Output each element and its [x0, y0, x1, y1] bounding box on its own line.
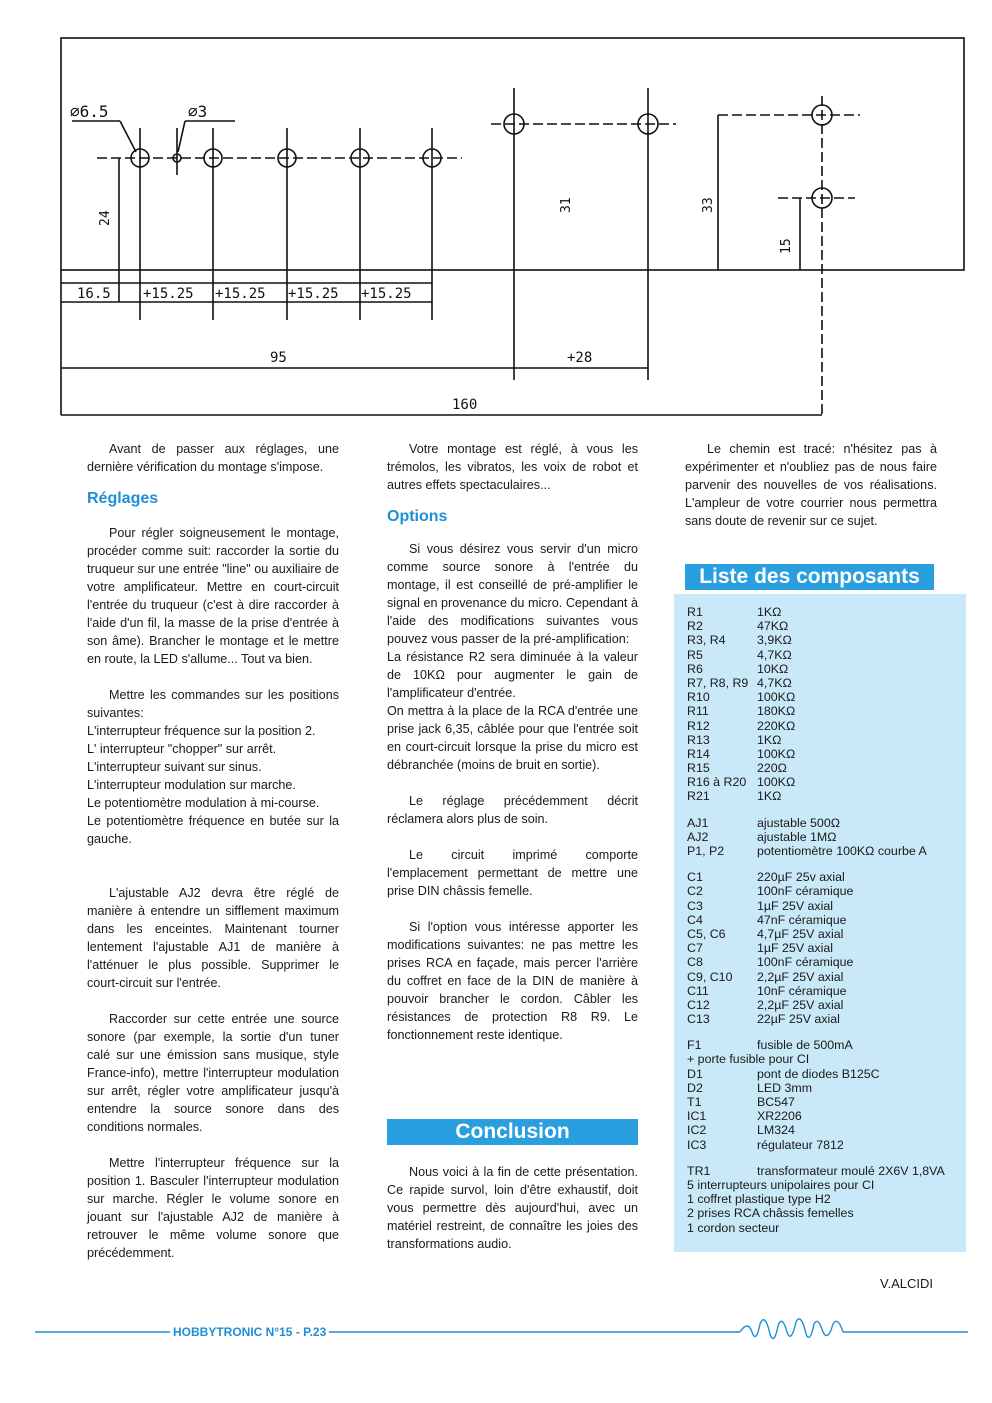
- diam-label-2: ∅3: [188, 102, 208, 121]
- component-row: [687, 1095, 965, 1109]
- component-ref: R10: [687, 690, 710, 705]
- component-row: [687, 830, 965, 844]
- component-ref: P1, P2: [687, 844, 725, 858]
- component-ref: AJ1: [687, 815, 709, 830]
- drilling-drawing: [0, 0, 992, 430]
- component-row: [687, 662, 965, 676]
- component-row: [687, 955, 965, 969]
- component-row: [687, 633, 965, 647]
- dim-step-2: +15.25: [215, 286, 266, 302]
- fuse-holder-line: + porte fusible pour CI: [687, 1052, 810, 1067]
- component-value: 220µF 25v axial: [757, 870, 845, 885]
- component-ref: R11: [687, 704, 709, 719]
- reglages-p2-line: L'interrupteur suivant sur sinus.: [87, 760, 262, 774]
- component-ref: R21: [687, 789, 710, 804]
- component-row: [687, 1109, 965, 1123]
- component-row: [687, 927, 965, 941]
- component-ref: R3, R4: [687, 633, 726, 648]
- column-3: [685, 440, 937, 530]
- component-ref: C5, C6: [687, 926, 726, 941]
- component-ref: D1: [687, 1066, 703, 1081]
- page-footer: [0, 1310, 992, 1350]
- options-p1b: La résistance R2 sera diminuée à la valeur de 10KΩ pour augmenter le gain de l'amplificateur d'entrée.: [387, 650, 638, 700]
- intro-text: Avant de passer aux réglages, une dernière vérification du montage s'impose.: [87, 442, 339, 474]
- component-ref: C9, C10: [687, 969, 733, 984]
- component-ref: R6: [687, 661, 703, 676]
- component-row: [687, 984, 965, 998]
- component-list-banner: Liste des composants: [685, 564, 934, 590]
- dim-31: 31: [559, 197, 574, 213]
- dim-16-5: 16.5: [77, 286, 111, 302]
- component-row: [687, 704, 965, 718]
- reglages-p2-line: L'interrupteur fréquence sur la position 2.: [87, 724, 316, 738]
- component-value: ajustable 1MΩ: [757, 829, 837, 844]
- component-row: [687, 899, 965, 913]
- component-value: LM324: [757, 1123, 795, 1138]
- component-ref: R1: [687, 605, 703, 619]
- component-value: 1KΩ: [757, 605, 782, 619]
- dim-step-3: +15.25: [288, 286, 339, 302]
- reglages-p1: Pour régler soigneusement le montage, procéder comme suit: raccorder la sortie du truqueur sur une entrée "line" ou auxiliaire de votre amplificateur. Mettre en court-circuit l'entrée du truqueur (c'est à dire raccorder à l'aide d'un fil, la masse de la prise d'entrée à son âme). Brancher le montage et le mettre en route, la LED s'allume... Tout va bien.: [87, 526, 339, 666]
- component-row: [687, 1038, 965, 1052]
- component-ref: R7, R8, R9: [687, 675, 749, 690]
- component-value: 220KΩ: [757, 718, 796, 733]
- reglages-p2-line: Le potentiomètre fréquence en butée sur la gauche.: [87, 814, 339, 846]
- component-value: 1KΩ: [757, 789, 782, 804]
- component-row: [687, 747, 965, 761]
- component-ref: C7: [687, 941, 703, 956]
- conclusion-text: Nous voici à la fin de cette présentation. Ce rapide survol, loin d'être exhaustif, doit vous permettre dès aujourd'hui, avec un matériel restreint, de connaître les joies des transformations audio.: [387, 1165, 638, 1251]
- component-row: [687, 970, 965, 984]
- component-value: 47nF céramique: [757, 912, 847, 927]
- component-value: 2,2µF 25V axial: [757, 997, 844, 1012]
- component-row: [687, 719, 965, 733]
- component-ref: C11: [687, 983, 709, 998]
- dim-28: +28: [567, 350, 593, 366]
- reglages-p3: L'ajustable AJ2 devra être réglé de manière à entendre un sifflement maximum dans les enceintes. Maintenant tourner lentement l'ajustable AJ1 de manière à l'atténuer le plus possible. Supprimer le court-circuit sur l'entrée.: [87, 886, 339, 990]
- dim-24: 24: [98, 210, 113, 226]
- heading-reglages: Réglages: [87, 490, 159, 507]
- dim-95: 95: [270, 350, 287, 366]
- diam-label-1: ∅6.5: [70, 102, 109, 121]
- column-2: [387, 440, 638, 1044]
- component-value: potentiomètre 100KΩ courbe A: [757, 844, 927, 858]
- component-row: [687, 870, 965, 884]
- component-value: 220Ω: [757, 761, 787, 776]
- component-row: [687, 998, 965, 1012]
- component-row: [687, 761, 965, 775]
- component-row: [687, 1081, 965, 1095]
- component-value: 100KΩ: [757, 775, 796, 790]
- reglages-p2-line: Le potentiomètre modulation à mi-course.: [87, 796, 320, 810]
- component-row: [687, 648, 965, 662]
- component-value: 22µF 25V axial: [757, 1012, 840, 1027]
- component-ref: C2: [687, 884, 703, 899]
- component-ref: IC1: [687, 1109, 707, 1124]
- component-ref: AJ2: [687, 829, 709, 844]
- component-list: [687, 605, 965, 1235]
- options-p2: Le réglage précédemment décrit réclamera alors plus de soin.: [387, 794, 638, 826]
- component-ref: C4: [687, 912, 703, 927]
- component-ref: R14: [687, 746, 710, 761]
- component-ref: C13: [687, 1012, 710, 1027]
- author-name: V.ALCIDI: [880, 1276, 933, 1291]
- reglages-p4: Raccorder sur cette entrée une source sonore (par exemple, la sortie d'un tuner calé sur une émission sans musique, style France-info), mettre l'interrupteur modulation sur arrêt, régler votre amplificateur jusqu'à entendre la source sonore dans des conditions normales.: [87, 1012, 339, 1134]
- component-value: régulateur 7812: [757, 1137, 844, 1152]
- dim-160: 160: [452, 397, 478, 413]
- component-value: LED 3mm: [757, 1080, 813, 1095]
- component-ref: C12: [687, 997, 710, 1012]
- component-row: [687, 676, 965, 690]
- component-value: 100nF céramique: [757, 955, 854, 970]
- component-value: pont de diodes B125C: [757, 1066, 880, 1081]
- conclusion-banner: Conclusion: [387, 1119, 638, 1145]
- component-row: [687, 1123, 965, 1137]
- options-p4: Si l'option vous intéresse apporter les modifications suivantes: ne pas mettre les prises RCA en façade, mais percer l'arrière du coffret en face de la DIN de manière à pouvoir brancher le cordon. Câbler les résistances de protection R8 R9. Le fonctionnement reste identique.: [387, 920, 638, 1042]
- component-value: 180KΩ: [757, 704, 796, 719]
- options-p1: Si vous désirez vous servir d'un micro comme source sonore à l'entrée du montage, il est conseillé de pré-amplifier le signal en provenance du micro. Cependant à l'aide des modifications suivantes vous pouvez vous passer de la pré-amplification:: [387, 542, 638, 646]
- component-ref: R2: [687, 619, 703, 634]
- column-1: [87, 440, 339, 1262]
- component-ref: R16 à R20: [687, 775, 747, 790]
- component-value: 2,2µF 25V axial: [757, 969, 844, 984]
- component-ref: IC2: [687, 1123, 707, 1138]
- reglages-p2-line: Mettre les commandes sur les positions suivantes:: [87, 688, 339, 720]
- component-value: 100nF céramique: [757, 884, 854, 899]
- component-row: [687, 1138, 965, 1152]
- component-value: 47KΩ: [757, 619, 789, 634]
- component-row: [687, 1164, 965, 1178]
- component-value: 4,7µF 25V axial: [757, 926, 844, 941]
- component-value: XR2206: [757, 1109, 802, 1124]
- component-ref: IC3: [687, 1137, 707, 1152]
- component-ref: R15: [687, 761, 710, 776]
- component-value: 1µF 25V axial: [757, 898, 834, 913]
- col2-intro: Votre montage est réglé, à vous les trémolos, les vibratos, les voix de robot et autres effets spectaculaires...: [387, 442, 638, 492]
- component-row: [687, 1067, 965, 1081]
- reglages-p5: Mettre l'interrupteur fréquence sur la position 1. Basculer l'interrupteur modulation sur marche. Régler le volume sonore en jouant sur l'ajustable AJ2 de manière à retrouver le même volume sonore que précédemment.: [87, 1156, 339, 1260]
- component-value: 4,7KΩ: [757, 647, 792, 662]
- component-ref: R13: [687, 732, 710, 747]
- component-ref: F1: [687, 1038, 702, 1053]
- component-row: [687, 619, 965, 633]
- component-value: 4,7KΩ: [757, 675, 792, 690]
- options-p3: Le circuit imprimé comporte l'emplacement permettant de mettre une prise DIN châssis femelle.: [387, 848, 638, 898]
- component-ref: R12: [687, 718, 710, 733]
- component-value: 10KΩ: [757, 661, 789, 676]
- component-value: fusible de 500mA: [757, 1038, 853, 1053]
- component-row: [687, 789, 965, 803]
- component-ref: T1: [687, 1095, 702, 1110]
- component-row: [687, 913, 965, 927]
- misc-line: 2 prises RCA châssis femelles: [687, 1206, 854, 1221]
- component-value: BC547: [757, 1095, 795, 1110]
- component-row: [687, 775, 965, 789]
- reglages-p2-line: L'interrupteur modulation sur marche.: [87, 778, 296, 792]
- misc-line: 5 interrupteurs unipolaires pour CI: [687, 1177, 875, 1192]
- component-row: [687, 844, 965, 858]
- component-row: [687, 690, 965, 704]
- component-value: 100KΩ: [757, 690, 796, 705]
- component-value: 10nF céramique: [757, 983, 847, 998]
- dim-33: 33: [701, 197, 716, 213]
- component-row: [687, 941, 965, 955]
- heading-options: Options: [387, 508, 448, 525]
- dim-15: 15: [779, 238, 794, 254]
- component-ref: TR1: [687, 1163, 711, 1178]
- component-value: 100KΩ: [757, 746, 796, 761]
- component-value: transformateur moulé 2X6V 1,8VA: [757, 1163, 945, 1178]
- component-value: ajustable 500Ω: [757, 815, 840, 830]
- misc-line: 1 cordon secteur: [687, 1220, 780, 1235]
- component-ref: C3: [687, 898, 703, 913]
- component-row: [687, 605, 965, 619]
- component-row: [687, 816, 965, 830]
- component-row: [687, 1012, 965, 1026]
- component-row: [687, 884, 965, 898]
- footer-wave: [0, 1310, 992, 1350]
- col3-p1: Le chemin est tracé: n'hésitez pas à expérimenter et n'oubliez pas de nous faire parvenir des nouvelles de vos réalisations. L'ampleur de votre courrier nous permettra sans doute de revenir sur ce sujet.: [685, 442, 937, 528]
- component-value: 1µF 25V axial: [757, 941, 834, 956]
- component-row: [687, 733, 965, 747]
- component-ref: R5: [687, 647, 703, 662]
- conclusion-text-block: [387, 1163, 638, 1253]
- component-value: 1KΩ: [757, 732, 782, 747]
- dim-step-4: +15.25: [361, 286, 412, 302]
- options-p1c: On mettra à la place de la RCA d'entrée une prise jack 6,35, câblée pour que l'entrée soit en court-circuit lorsque la prise du micro est débranchée (moins de bruit en sortie).: [387, 704, 638, 772]
- component-ref: D2: [687, 1080, 703, 1095]
- reglages-p2-line: L' interrupteur "chopper" sur arrêt.: [87, 742, 277, 756]
- dim-step-1: +15.25: [143, 286, 194, 302]
- component-value: 3,9KΩ: [757, 633, 792, 648]
- component-ref: C1: [687, 870, 703, 885]
- component-ref: C8: [687, 955, 703, 970]
- misc-line: 1 coffret plastique type H2: [687, 1192, 831, 1207]
- footer-text: HOBBYTRONIC N°15 - P.23: [170, 1325, 329, 1339]
